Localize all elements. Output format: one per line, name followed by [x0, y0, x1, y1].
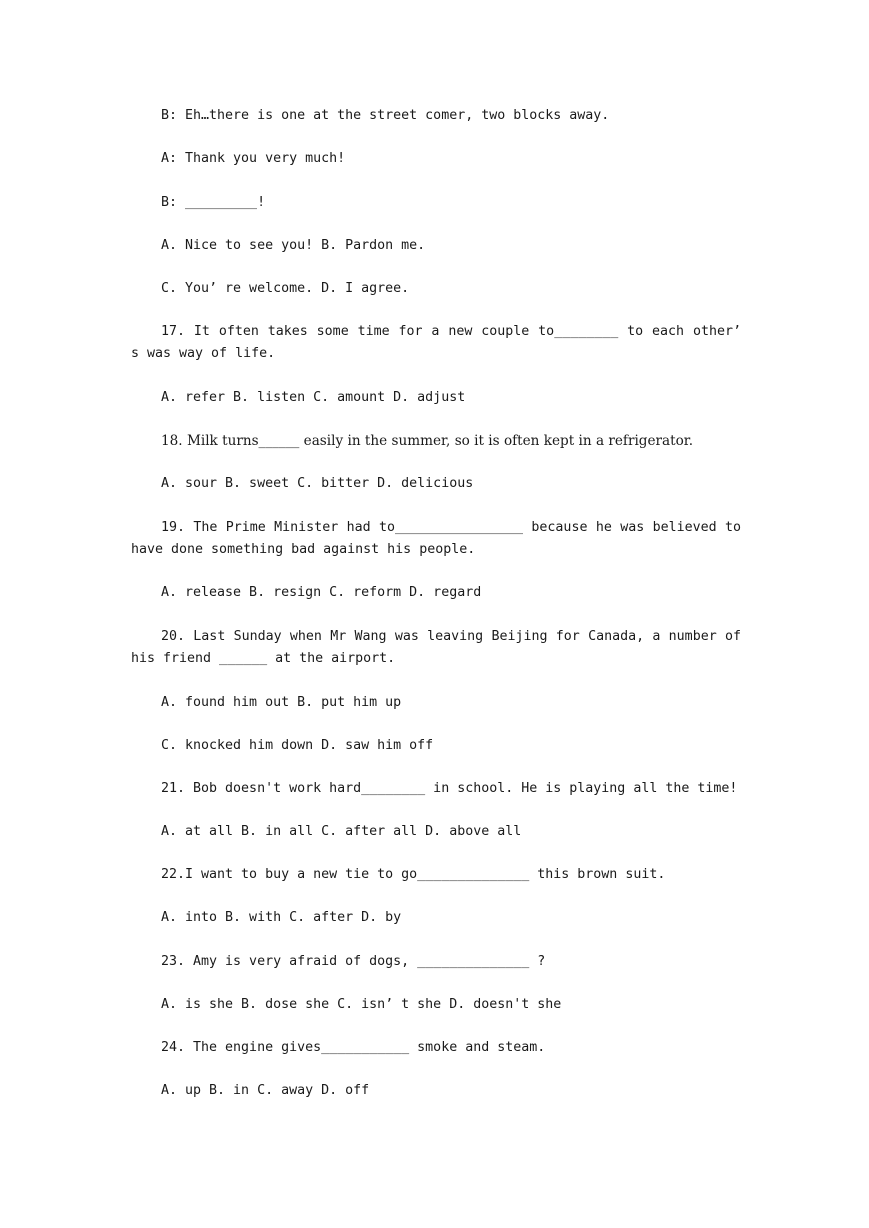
- dialogue-line-b2: B: _________!: [161, 195, 266, 210]
- question-21: 21. Bob doesn't work hard________ in school. He is playing all the time!: [161, 781, 738, 796]
- dialogue-line-b1: B: Eh…there is one at the street comer, two blocks away.: [161, 108, 610, 123]
- question-20: 20. Last Sunday when Mr Wang was leaving Beijing for Canada, a number of his friend ______ at the airport.: [131, 629, 741, 666]
- q22-options: A. into B. with C. after D. by: [161, 910, 402, 925]
- question-19: 19. The Prime Minister had to________________ because he was believed to have done something bad against his people.: [131, 520, 741, 557]
- question-24: 24. The engine gives___________ smoke and steam.: [161, 1040, 546, 1055]
- question-18: 18. Milk turns______ easily in the summer, so it is often kept in a refrigerator.: [161, 433, 694, 449]
- question-23: 23. Amy is very afraid of dogs, ______________ ?: [161, 954, 546, 969]
- q23-options: A. is she B. dose she C. isn’ t she D. doesn't she: [161, 997, 562, 1012]
- q20-options-cd: C. knocked him down D. saw him off: [161, 738, 434, 753]
- q18-options: A. sour B. sweet C. bitter D. delicious: [161, 476, 474, 491]
- question-17: 17. It often takes some time for a new couple to________ to each other’ s was way of life.: [131, 324, 741, 361]
- q17-options: A. refer B. listen C. amount D. adjust: [161, 390, 466, 405]
- q16-options-ab: A. Nice to see you! B. Pardon me.: [161, 238, 426, 253]
- q19-options: A. release B. resign C. reform D. regard: [161, 585, 482, 600]
- q21-options: A. at all B. in all C. after all D. above all: [161, 824, 522, 839]
- q24-options: A. up B. in C. away D. off: [161, 1083, 370, 1098]
- dialogue-line-a: A: Thank you very much!: [161, 151, 346, 166]
- q16-options-cd: C. You’ re welcome. D. I agree.: [161, 281, 410, 296]
- question-22: 22.I want to buy a new tie to go______________ this brown suit.: [161, 867, 666, 882]
- q20-options-ab: A. found him out B. put him up: [161, 695, 402, 710]
